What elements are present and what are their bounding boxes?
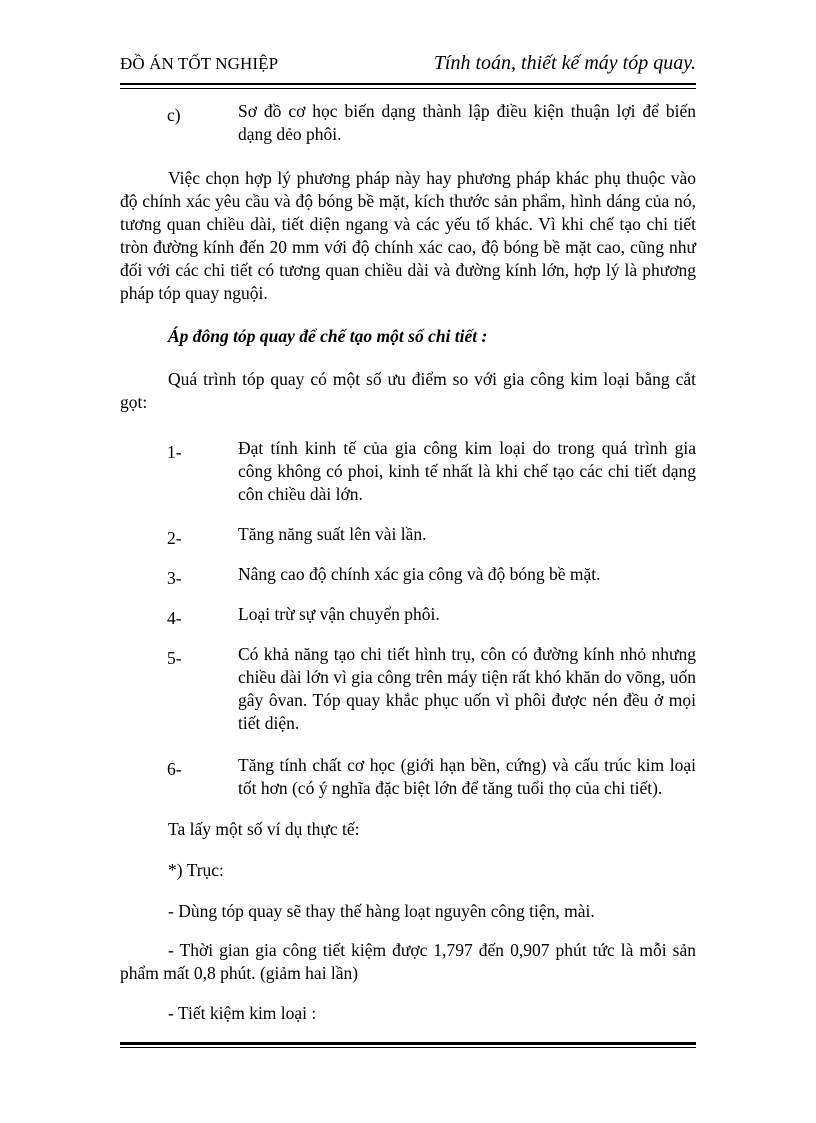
list-item-text: Đạt tính kinh tế của gia công kim loại do trong quá trình gia công không có phoi, kinh tế nhất là khi chế tạo các chi tiết dạng côn chiều dài lớn. (238, 438, 696, 504)
list-item-text: Sơ đồ cơ học biến dạng thành lập điều kiện thuận lợi để biến dạng dẻo phôi. (238, 101, 696, 144)
list-item-c (120, 100, 696, 146)
page-body (120, 100, 696, 1025)
header-right-title: Tính toán, thiết kế máy tóp quay. (433, 52, 696, 74)
list-item (120, 603, 696, 626)
list-item (120, 754, 696, 800)
list-item (120, 523, 696, 546)
example-line-metal: - Tiết kiệm kim loại : (168, 1003, 317, 1023)
shaft-label: *) Trục: (168, 860, 224, 880)
section-heading: Áp đông tóp quay để chế tạo một số chi tiết : (168, 326, 488, 346)
examples-intro: Ta lấy một số ví dụ thực tế: (168, 819, 360, 839)
list-item (120, 643, 696, 735)
list-item-number: 1- (167, 442, 182, 462)
list-item-number: 6- (167, 759, 182, 779)
list-item-number: c) (167, 105, 181, 125)
list-item-number: 2- (167, 528, 182, 548)
list-item-number: 3- (167, 568, 182, 588)
paragraph-method-choice: Việc chọn hợp lý phương pháp này hay phương pháp khác phụ thuộc vào độ chính xác yêu cầu và độ bóng bề mặt, kích thước sản phẩm, hình dáng của nó, tương quan chiều dài, tiết diện ngang và các yếu tố khác. Vì khi chế tạo chi tiết tròn đường kính đến 20 mm với độ chính xác cao, độ bóng bề mặt cao, cũng như đối với các chi tiết có tương quan chiều dài và đường kính lớn, hợp lý là phương pháp tóp quay nguội. (120, 168, 696, 303)
paragraph-advantages-intro: Quá trình tóp quay có một số ưu điểm so với gia công kim loại bằng cắt gọt: (120, 369, 696, 412)
header-rule (120, 83, 696, 89)
list-item-text: Loại trừ sự vận chuyển phôi. (238, 604, 440, 624)
list-item-number: 4- (167, 608, 182, 628)
list-item-text: Có khả năng tạo chi tiết hình trụ, côn có đường kính nhỏ nhưng chiều dài lớn vì gia công trên máy tiện rất khó khăn do võng, uốn gây ôvan. Tóp quay khắc phục uốn vì phôi được nén đều ở mọi tiết diện. (238, 644, 696, 733)
list-item-text: Nâng cao độ chính xác gia công và độ bóng bề mặt. (238, 564, 601, 584)
list-item (120, 437, 696, 506)
example-line-replace: - Dùng tóp quay sẽ thay thế hàng loạt nguyên công tiện, mài. (168, 901, 595, 921)
footer-rule (120, 1042, 696, 1048)
list-item (120, 563, 696, 586)
header-left-title: ĐỒ ÁN TỐT NGHIỆP (120, 54, 279, 73)
list-item-text: Tăng tính chất cơ học (giới hạn bền, cứng) và cấu trúc kim loại tốt hơn (có ý nghĩa đặc biệt lớn để tăng tuổi thọ của chi tiết). (238, 755, 696, 798)
example-paragraph-time: - Thời gian gia công tiết kiệm được 1,797 đến 0,907 phút tức là mỗi sản phẩm mất 0,8 phút. (giảm hai lần) (120, 940, 696, 983)
page-header (120, 50, 696, 82)
list-item-text: Tăng năng suất lên vài lần. (238, 524, 427, 544)
list-item-number: 5- (167, 648, 182, 668)
